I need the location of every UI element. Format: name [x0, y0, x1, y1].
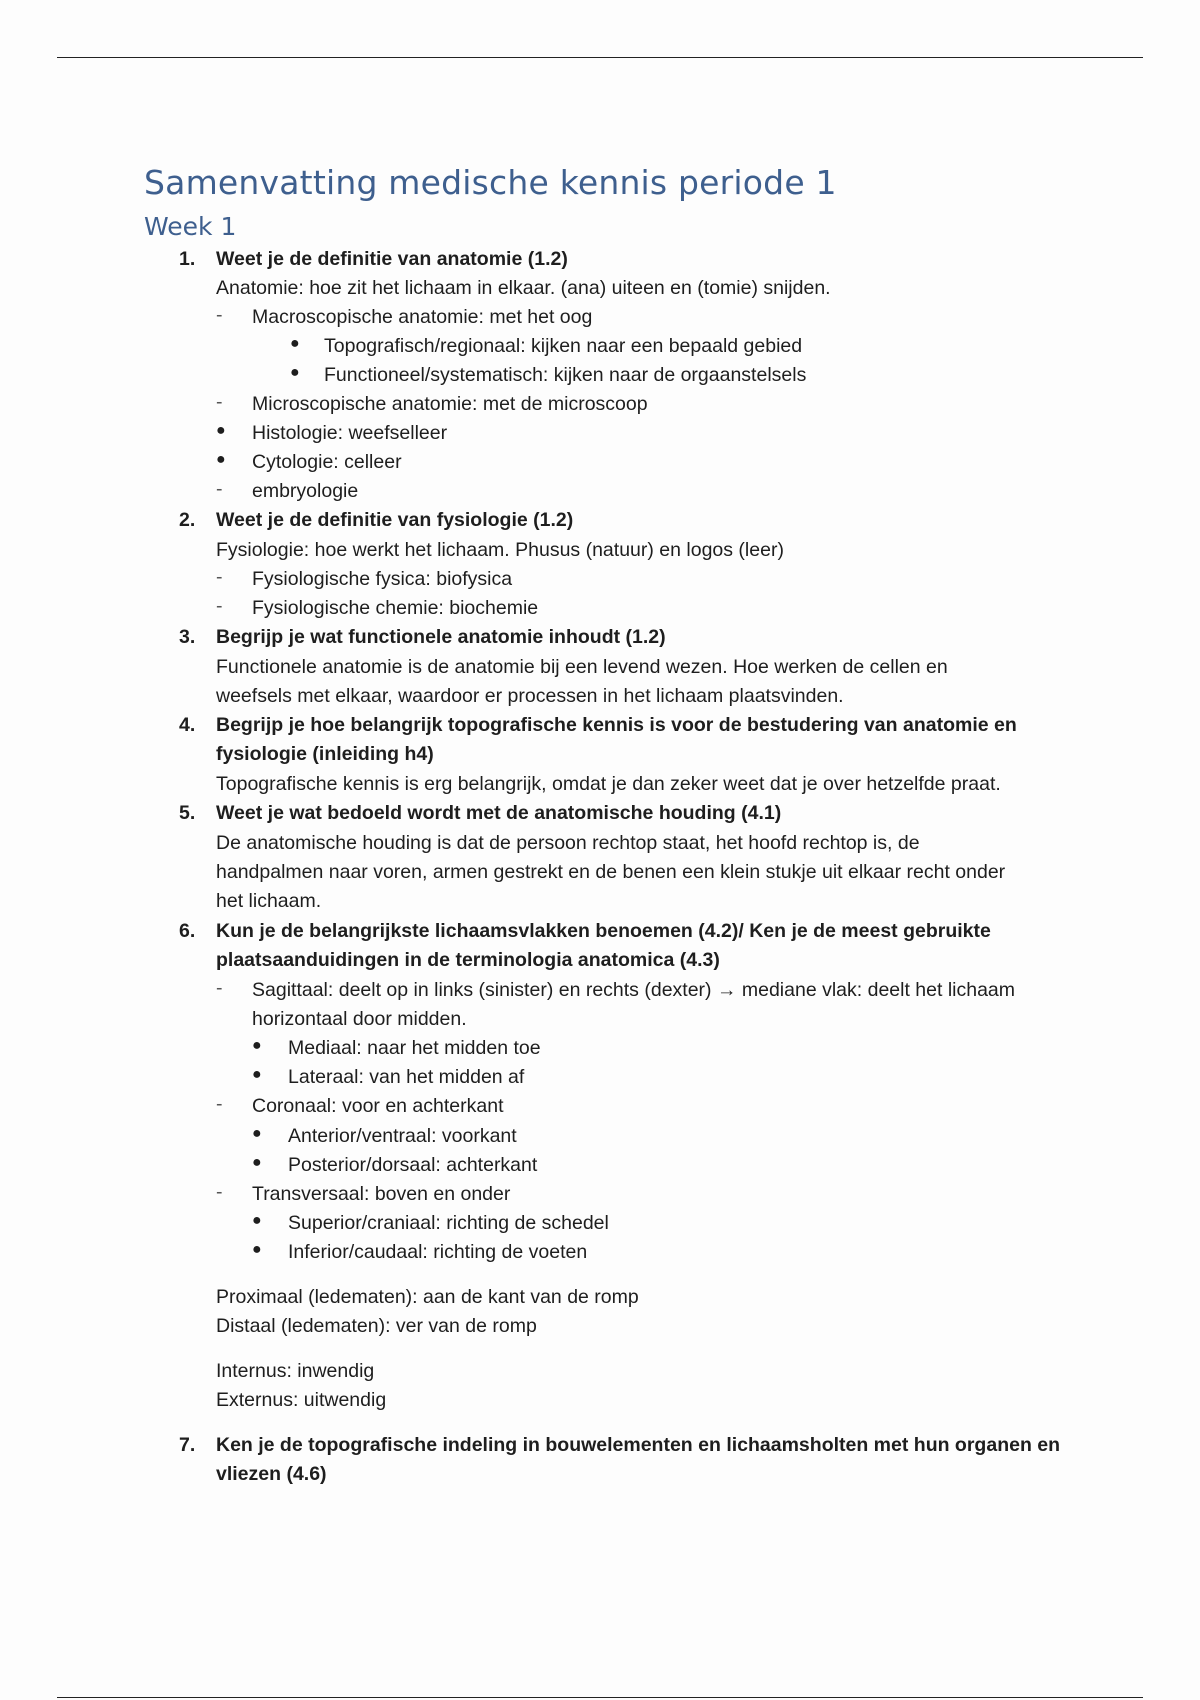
answer-text: het lichaam.	[216, 890, 322, 912]
section-heading: Week 1	[144, 212, 237, 241]
list-item: Coronaal: voor en achterkant	[252, 1095, 504, 1117]
list-item: Superior/craniaal: richting de schedel	[288, 1212, 609, 1234]
bullet-icon: ●	[252, 1066, 262, 1083]
list-item-cont: horizontaal door midden.	[252, 1008, 467, 1030]
question-6: Kun je de belangrijkste lichaamsvlakken benoemen (4.2)/ Ken je de meest gebruikte	[216, 920, 991, 942]
dash-bullet: -	[216, 304, 223, 326]
list-item: Macroscopische anatomie: met het oog	[252, 306, 593, 328]
question-2: Weet je de definitie van fysiologie (1.2)	[216, 509, 574, 531]
list-number: 1.	[179, 248, 196, 270]
question-7-cont: vliezen (4.6)	[216, 1463, 327, 1485]
list-number: 5.	[179, 802, 196, 824]
list-item: Histologie: weefselleer	[252, 422, 448, 444]
list-item: Cytologie: celleer	[252, 451, 402, 473]
answer-text: weefsels met elkaar, waardoor er processen in het lichaam plaatsvinden.	[216, 685, 844, 707]
list-item: Lateraal: van het midden af	[288, 1066, 525, 1088]
bullet-icon: ●	[290, 335, 300, 352]
bullet-icon: ●	[252, 1125, 262, 1142]
list-item: Topografisch/regionaal: kijken naar een bepaald gebied	[324, 335, 803, 357]
list-item: Fysiologische fysica: biofysica	[252, 568, 513, 590]
dash-bullet: -	[216, 1093, 223, 1115]
bullet-icon: ●	[252, 1154, 262, 1171]
footer-rule	[57, 1697, 1143, 1698]
answer-text: De anatomische houding is dat de persoon rechtop staat, het hoofd rechtop is, de	[216, 832, 920, 854]
answer-text: Functionele anatomie is de anatomie bij een levend wezen. Hoe werken de cellen en	[216, 656, 948, 678]
body-text: Proximaal (ledematen): aan de kant van de romp	[216, 1286, 639, 1308]
list-item: Mediaal: naar het midden toe	[288, 1037, 541, 1059]
list-item: Inferior/caudaal: richting de voeten	[288, 1241, 588, 1263]
bullet-icon: ●	[252, 1212, 262, 1229]
question-6-cont: plaatsaanduidingen in de terminologia anatomica (4.3)	[216, 949, 720, 971]
bullet-icon: ●	[252, 1037, 262, 1054]
list-number: 3.	[179, 626, 196, 648]
question-4-cont: fysiologie (inleiding h4)	[216, 743, 434, 765]
body-text: Externus: uitwendig	[216, 1389, 387, 1411]
list-item: embryologie	[252, 480, 359, 502]
question-5: Weet je wat bedoeld wordt met de anatomische houding (4.1)	[216, 802, 782, 824]
dash-bullet: -	[216, 478, 223, 500]
bullet-icon: ●	[252, 1241, 262, 1258]
dash-bullet: -	[216, 1181, 223, 1203]
page-title: Samenvatting medische kennis periode 1	[144, 163, 837, 202]
list-item: Posterior/dorsaal: achterkant	[288, 1154, 538, 1176]
list-item: Microscopische anatomie: met de microscoop	[252, 393, 648, 415]
list-item: Fysiologische chemie: biochemie	[252, 597, 539, 619]
list-number: 7.	[179, 1434, 196, 1456]
question-7: Ken je de topografische indeling in bouwelementen en lichaamsholten met hun organen en	[216, 1434, 1061, 1456]
answer-text: handpalmen naar voren, armen gestrekt en de benen een klein stukje uit elkaar recht onder	[216, 861, 1006, 883]
list-item: Transversaal: boven en onder	[252, 1183, 511, 1205]
list-number: 6.	[179, 920, 196, 942]
bullet-icon: ●	[290, 364, 300, 381]
answer-text: Fysiologie: hoe werkt het lichaam. Phusus (natuur) en logos (leer)	[216, 539, 784, 561]
dash-bullet: -	[216, 595, 223, 617]
answer-text: Topografische kennis is erg belangrijk, omdat je dan zeker weet dat je over hetzelfde praat.	[216, 773, 1001, 795]
bullet-icon: ●	[216, 422, 226, 439]
list-item: Sagittaal: deelt op in links (sinister) en rechts (dexter) → mediane vlak: deelt het lichaam	[252, 979, 1016, 1001]
body-text: Internus: inwendig	[216, 1360, 375, 1382]
list-number: 2.	[179, 509, 196, 531]
header-rule	[57, 57, 1143, 58]
dash-bullet: -	[216, 566, 223, 588]
answer-text: Anatomie: hoe zit het lichaam in elkaar. (ana) uiteen en (tomie) snijden.	[216, 277, 831, 299]
question-3: Begrijp je wat functionele anatomie inhoudt (1.2)	[216, 626, 666, 648]
dash-bullet: -	[216, 977, 223, 999]
bullet-icon: ●	[216, 451, 226, 468]
list-item: Functioneel/systematisch: kijken naar de orgaanstelsels	[324, 364, 807, 386]
list-number: 4.	[179, 714, 196, 736]
list-item: Anterior/ventraal: voorkant	[288, 1125, 517, 1147]
dash-bullet: -	[216, 391, 223, 413]
body-text: Distaal (ledematen): ver van de romp	[216, 1315, 537, 1337]
question-4: Begrijp je hoe belangrijk topografische kennis is voor de bestudering van anatomie en	[216, 714, 1017, 736]
question-1: Weet je de definitie van anatomie (1.2)	[216, 248, 568, 270]
